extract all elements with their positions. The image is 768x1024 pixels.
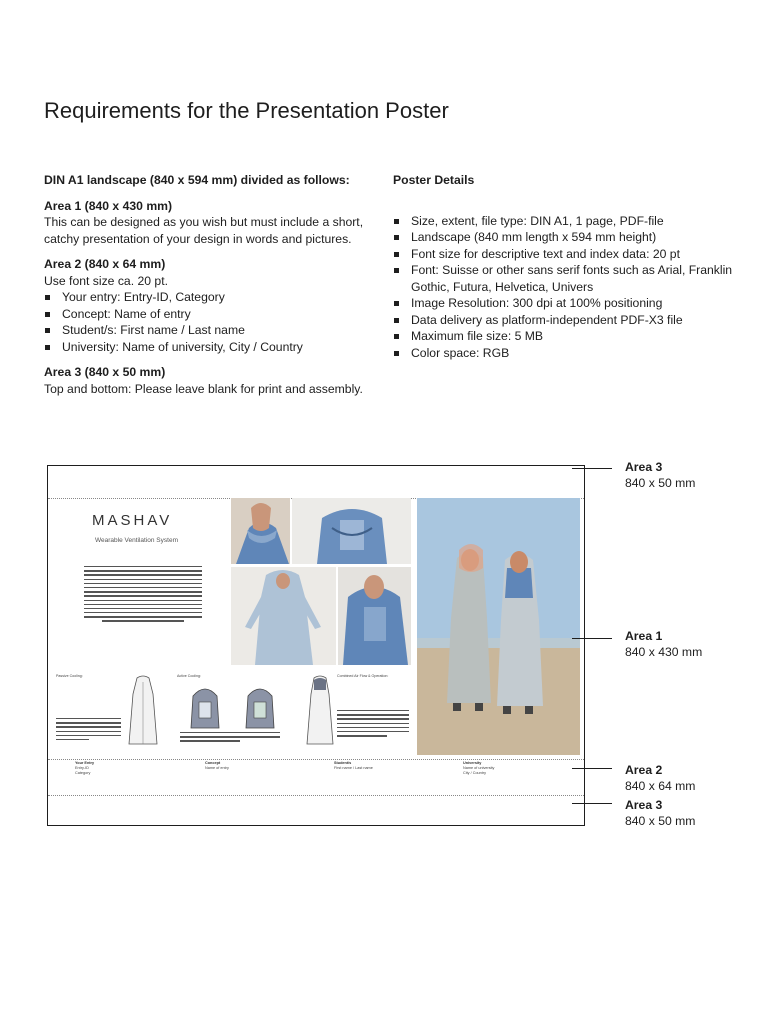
area3-title: Area 3 (840 x 50 mm) xyxy=(44,365,166,379)
list-item: Image Resolution: 300 dpi at 100% positioning xyxy=(393,295,733,312)
list-item: Landscape (840 mm length x 594 mm height) xyxy=(393,229,733,246)
callout-line-top xyxy=(572,468,612,469)
poster-photo-models xyxy=(417,498,580,755)
page-title: Requirements for the Presentation Poster xyxy=(44,98,449,123)
poster-brand: MASHAV xyxy=(92,512,173,529)
layout-heading: DIN A1 landscape (840 x 594 mm) divided as follows: xyxy=(44,173,350,187)
poster-details-heading: Poster Details xyxy=(393,173,475,187)
info-students: Student/s First name / Last name xyxy=(334,761,373,770)
area1-block xyxy=(44,198,389,248)
list-item: Maximum file size: 5 MB xyxy=(393,328,733,345)
sketch-garment-2 xyxy=(305,674,335,746)
area3-bottom-divider xyxy=(48,795,584,796)
area3-block xyxy=(44,364,389,397)
list-item: University: Name of university, City / Country xyxy=(44,339,389,356)
label-combined-airflow: Combined Air Flow & Operation: xyxy=(337,674,389,678)
list-item: Your entry: Entry-ID, Category xyxy=(44,289,389,306)
poster-photo-detail xyxy=(338,567,411,665)
area1-title: Area 1 (840 x 430 mm) xyxy=(44,198,173,213)
info-university: University Name of university City / Country xyxy=(463,761,495,775)
info-concept: Concept Name of entry xyxy=(205,761,229,770)
list-item: Size, extent, file type: DIN A1, 1 page, PDF-file xyxy=(393,213,733,230)
poster-details-section xyxy=(393,172,733,361)
callout-area2: Area 2 840 x 64 mm xyxy=(625,763,696,793)
sketch-hood-1 xyxy=(185,680,225,730)
area2-title: Area 2 (840 x 64 mm) xyxy=(44,257,166,271)
poster-photo-collar xyxy=(231,498,290,564)
passive-cooling-text xyxy=(56,718,121,743)
poster-description-text xyxy=(84,566,202,625)
poster-photo-full-garment xyxy=(231,567,336,665)
poster-photo-hood xyxy=(292,498,411,564)
callout-line-area1 xyxy=(572,638,612,639)
sketch-hood-2 xyxy=(240,680,280,730)
sketch-garment-1 xyxy=(127,674,159,746)
active-cooling-text xyxy=(180,732,280,745)
area2-text: Use font size ca. 20 pt. xyxy=(44,273,168,288)
label-passive-cooling: Passive Cooling: xyxy=(56,674,83,678)
label-active-cooling: Active Cooling: xyxy=(177,674,201,678)
callout-area3-bottom: Area 3 840 x 50 mm xyxy=(625,798,696,828)
callout-area1: Area 1 840 x 430 mm xyxy=(625,629,703,659)
area3-text: Top and bottom: Please leave blank for print and assembly. xyxy=(44,381,363,396)
area1-text: This can be designed as you wish but must include a short, catchy presentation of your design in words and pictures. xyxy=(44,215,364,246)
info-your-entry: Your Entry Entry-ID Category xyxy=(75,761,95,775)
poster-layout-section xyxy=(44,172,389,406)
list-item: Font: Suisse or other sans serif fonts such as Arial, Franklin Gothic, Futura, Helvetica, Univers xyxy=(393,262,733,295)
area2-top-divider xyxy=(48,759,584,760)
callout-line-area2 xyxy=(572,768,612,769)
list-item: Color space: RGB xyxy=(393,345,733,362)
area2-block xyxy=(44,256,389,355)
list-item: Student/s: First name / Last name xyxy=(44,322,389,339)
area2-list xyxy=(44,289,389,355)
list-item: Font size for descriptive text and index data: 20 pt xyxy=(393,246,733,263)
list-item: Data delivery as platform-independent PDF-X3 file xyxy=(393,312,733,329)
callout-line-bottom xyxy=(572,803,612,804)
poster-details-list xyxy=(393,213,733,362)
list-item: Concept: Name of entry xyxy=(44,306,389,323)
callout-area3-top: Area 3 840 x 50 mm xyxy=(625,460,696,490)
combined-airflow-text xyxy=(337,710,409,739)
poster-brand-subtitle: Wearable Ventilation System xyxy=(95,537,178,544)
